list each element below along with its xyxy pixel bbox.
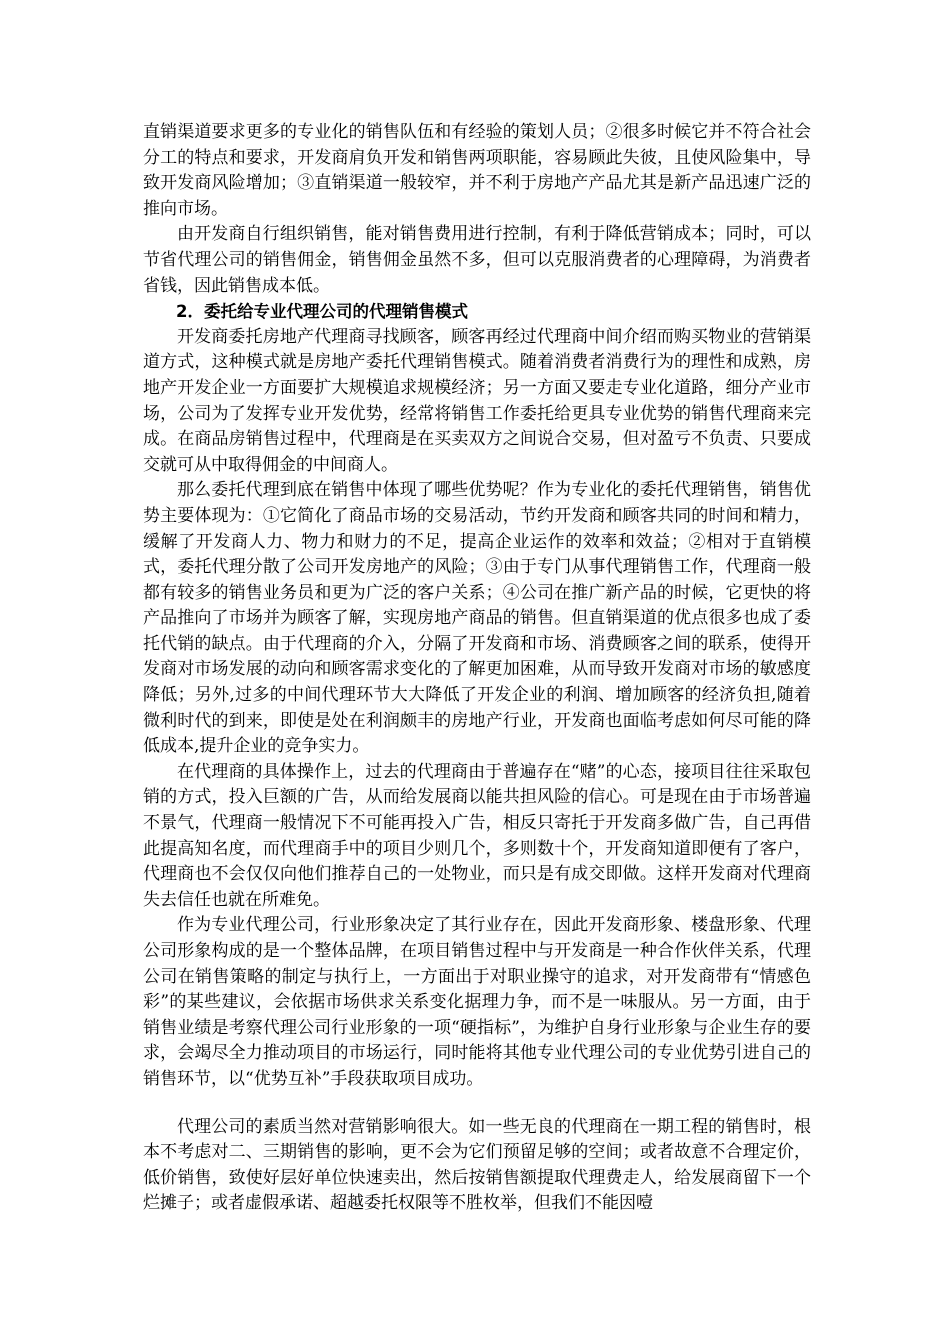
paragraph-agency-definition: 开发商委托房地产代理商寻找顾客，顾客再经过代理商中间介绍而购买物业的营销渠道方式，这种模式就是房地产委托代理销售模式。随着消费者消费行为的理性和成熟，房地产开发企业一方面要扩大规模追求规模经济；另一方面又要走专业化道路，细分产业市场，公司为了发挥专业开发优势，经常将销售工作委托给更具专业优势的销售代理商来完成。在商品房销售过程中，代理商是在买卖双方之间说合交易，但对盈亏不负责、只要成交就可从中取得佣金的中间商人。	[143, 326, 811, 475]
document-body	[143, 120, 811, 1217]
paragraph-agency-image: 作为专业代理公司，行业形象决定了其行业存在，因此开发商形象、楼盘形象、代理公司形象构成的是一个整体品牌，在项目销售过程中与开发商是一种合作伙伴关系，代理公司在销售策略的制定与执行上，一方面出于对职业操守的追求，对开发商带有“情感色彩”的某些建议，会依据市场供求关系变化据理力争，而不是一味服从。另一方面，由于销售业绩是考察代理公司行业形象的一项“硬指标”，为维护自身行业形象与企业生存的要求，会竭尽全力推动项目的市场运行，同时能将其他专业代理公司的专业优势引进自己的销售环节，以“优势互补”手段获取项目成功。	[143, 915, 811, 1089]
paragraph-direct-sales-cost: 由开发商自行组织销售，能对销售费用进行控制，有利于降低营销成本；同时，可以节省代理公司的销售佣金，销售佣金虽然不多，但可以克服消费者的心理障碍，为消费者省钱，因此销售成本低。	[143, 224, 811, 296]
section-heading-agency-model: 2．委托给专业代理公司的代理销售模式	[176, 302, 468, 322]
paragraph-agency-advantages: 那么委托代理到底在销售中体现了哪些优势呢？作为专业化的委托代理销售，销售优势主要体现为：①它简化了商品市场的交易活动，节约开发商和顾客共同的时间和精力，缓解了开发商人力、物力和财力的不足，提高企业运作的效率和效益；②相对于直销模式，委托代理分散了公司开发房地产的风险；③由于专门从事代理销售工作，代理商一般都有较多的销售业务员和更为广泛的客户关系；④公司在推广新产品的时候，它更快的将产品推向了市场并为顾客了解，实现房地产商品的销售。但直销渠道的优点很多也成了委托代销的缺点。由于代理商的介入，分隔了开发商和市场、消费顾客之间的联系，使得开发商对市场发展的动向和顾客需求变化的了解更加困难，从而导致开发商对市场的敏感度降低；另外,过多的中间代理环节大大降低了开发企业的利润、增加顾客的经济负担,随着微利时代的到来，即使是处在利润颇丰的房地产行业，开发商也面临考虑如何尽可能的降低成本,提升企业的竞争实力。	[143, 480, 811, 757]
paragraph-direct-sales-drawbacks: 直销渠道要求更多的专业化的销售队伍和有经验的策划人员；②很多时候它并不符合社会分工的特点和要求，开发商肩负开发和销售两项职能，容易顾此失彼，且使风险集中，导致开发商风险增加；③直销渠道一般较窄，并不利于房地产产品尤其是新产品迅速广泛的推向市场。	[143, 122, 811, 219]
paragraph-agency-quality: 代理公司的素质当然对营销影响很大。如一些无良的代理商在一期工程的销售时，根本不考虑对二、三期销售的影响，更不会为它们预留足够的空间；或者故意不合理定价，低价销售，致使好层好单位快速卖出，然后按销售额提取代理费走人，给发展商留下一个烂摊子；或者虚假承诺、超越委托权限等不胜枚举，但我们不能因噎	[143, 1116, 811, 1214]
paragraph-agency-operations: 在代理商的具体操作上，过去的代理商由于普遍存在“赌”的心态，接项目往往采取包销的方式，投入巨额的广告，从而给发展商以能共担风险的信心。可是现在由于市场普遍不景气，代理商一般情况下不可能再投入广告，相反只寄托于开发商多做广告，自己再借此提高知名度，而代理商手中的项目少则几个，多则数十个，开发商知道即便有了客户，代理商也不会仅仅向他们推荐自己的一处物业，而只是有成交即做。这样开发商对代理商失去信任也就在所难免。	[143, 761, 811, 910]
